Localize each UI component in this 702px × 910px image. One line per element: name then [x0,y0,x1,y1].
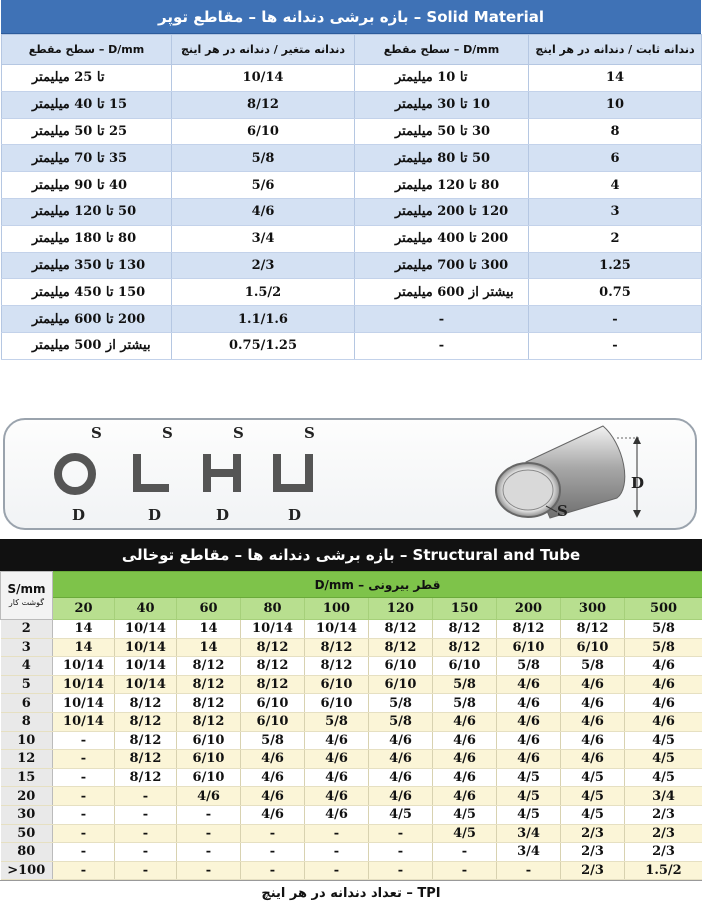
outer-diameter-header: D/mm – قطر بیرونی [53,572,702,598]
tpi-cell: 10/14 [305,620,369,639]
s-label: S [162,424,173,442]
tpi-cell: 6/10 [177,768,241,787]
tpi-cell: 10/14 [53,694,115,713]
tpi-cell: 4/6 [561,694,625,713]
h-beam-profile-icon [203,424,244,524]
fixed-tpi: 10 [529,91,702,118]
tpi-cell: 8/12 [115,712,177,731]
tpi-cell: 8/12 [241,638,305,657]
tpi-cell: - [53,861,115,880]
tpi-cell: - [115,824,177,843]
wall-thickness-cell: 6 [1,694,53,713]
tpi-cell: - [53,843,115,862]
tube-table-row [1,861,702,880]
fixed-tpi: 8 [529,118,702,145]
tpi-cell: 5/8 [305,712,369,731]
diameter-header-row [1,598,702,620]
tpi-cell: 4/6 [369,731,433,750]
tpi-cell: 5/8 [433,694,497,713]
tpi-cell: 8/12 [177,657,241,676]
tpi-cell: - [177,861,241,880]
tpi-cell: - [177,805,241,824]
tpi-cell: 1.5/2 [625,861,702,880]
solid-table-row [2,252,702,279]
tpi-cell: 5/8 [369,694,433,713]
tpi-cell: 4/6 [369,768,433,787]
tpi-cell: 10/14 [241,620,305,639]
solid-table-row [2,145,702,172]
angle-profile-icon [133,424,173,524]
d-label: D [148,506,162,524]
variable-tpi: 1.1/1.6 [172,306,355,333]
tpi-cell: - [305,843,369,862]
header-section-d-fixed: سطح مقطع – D/mm [355,35,529,65]
wall-thickness-cell: 3 [1,638,53,657]
variable-tpi: 6/10 [172,118,355,145]
tpi-cell: 6/10 [433,657,497,676]
d-label: D [288,506,302,524]
tpi-cell: 4/6 [625,675,702,694]
tpi-cell: 2/3 [625,843,702,862]
diameter-header: 300 [561,598,625,620]
fixed-section-range: 50 تا 80 میلیمتر [355,145,529,172]
tpi-cell: 14 [177,638,241,657]
s-label: S [91,424,102,442]
tpi-cell: 4/6 [241,805,305,824]
tpi-cell: 4/6 [305,768,369,787]
tpi-cell: 8/12 [115,731,177,750]
tpi-cell: 10/14 [53,675,115,694]
tpi-cell: 14 [177,620,241,639]
tpi-cell: 4/5 [561,787,625,806]
tpi-cell: 6/10 [561,638,625,657]
fixed-section-range: 120 تا 200 میلیمتر [355,198,529,225]
tpi-cell: 6/10 [497,638,561,657]
tpi-cell: 6/10 [305,694,369,713]
tpi-cell: - [305,861,369,880]
wall-thickness-cell: 15 [1,768,53,787]
wall-thickness-sublabel: گوشت کار [8,597,45,607]
tpi-cell: 5/8 [625,620,702,639]
structural-tube-section [0,539,702,906]
solid-table-row [2,225,702,252]
tpi-cell: 6/10 [305,675,369,694]
tpi-cell: - [53,750,115,769]
wall-thickness-cell: >100 [1,861,53,880]
wall-thickness-label: S/mm [7,581,46,596]
tpi-cell: - [369,861,433,880]
tube-table-row [1,750,702,769]
wall-thickness-cell: 4 [1,657,53,676]
tpi-cell: 10/14 [53,712,115,731]
tpi-cell: 4/6 [497,694,561,713]
tpi-cell: 4/5 [561,805,625,824]
tpi-cell: 4/5 [625,768,702,787]
tpi-cell: 4/5 [625,750,702,769]
tpi-cell: 14 [53,620,115,639]
tpi-cell: 4/6 [497,731,561,750]
tube-table-row [1,731,702,750]
wall-thickness-cell: 20 [1,787,53,806]
diameter-header: 100 [305,598,369,620]
structural-tube-table [0,571,702,880]
d-label: D [216,506,230,524]
diameter-header: 150 [433,598,497,620]
tpi-cell: - [177,843,241,862]
tpi-cell: 8/12 [241,675,305,694]
tpi-cell: 6/10 [369,675,433,694]
tpi-cell: 4/6 [561,675,625,694]
tpi-cell: 3/4 [497,843,561,862]
solid-table-row [2,306,702,333]
tube-table-row [1,657,702,676]
tpi-cell: 4/6 [305,787,369,806]
tpi-cell: 5/8 [561,657,625,676]
tpi-cell: 5/8 [433,675,497,694]
tpi-cell: 10/14 [115,638,177,657]
diameter-header: 500 [625,598,702,620]
tpi-cell: 6/10 [369,657,433,676]
tpi-cell: 4/6 [561,712,625,731]
variable-section-range: بیشتر از 500 میلیمتر [2,332,172,359]
header-fixed-tpi: دندانه ثابت / دندانه در هر اینچ [529,35,702,65]
tpi-cell: 2/3 [625,824,702,843]
tpi-cell: 6/10 [241,694,305,713]
round-tube-profile-icon [58,424,102,524]
tpi-cell: 8/12 [305,657,369,676]
d-label: D [72,506,86,524]
variable-tpi: 5/8 [172,145,355,172]
tpi-cell: 5/8 [241,731,305,750]
s-label: S [233,424,244,442]
wall-thickness-cell: 5 [1,675,53,694]
tpi-footer: تعداد دندانه در هر اینچ – TPI [0,880,702,906]
tube-table-row [1,694,702,713]
tpi-cell: 4/6 [305,750,369,769]
tpi-cell: 4/5 [433,824,497,843]
tpi-cell: 6/10 [177,731,241,750]
tpi-cell: - [115,843,177,862]
variable-tpi: 1.5/2 [172,279,355,306]
tpi-cell: 4/6 [497,675,561,694]
tpi-cell: 3/4 [497,824,561,843]
variable-tpi: 0.75/1.25 [172,332,355,359]
tpi-cell: - [433,861,497,880]
tube-table-row [1,805,702,824]
tpi-cell: 4/5 [625,731,702,750]
profiles-illustration [5,420,695,528]
fixed-section-range: بیشتر از 600 میلیمتر [355,279,529,306]
channel-profile-icon [273,424,315,524]
tpi-cell: - [369,824,433,843]
tpi-cell: - [115,787,177,806]
fixed-section-range: 80 تا 120 میلیمتر [355,172,529,199]
solid-table-row [2,118,702,145]
tpi-cell: 4/5 [369,805,433,824]
solid-table-row [2,91,702,118]
solid-header-row [2,35,702,65]
tpi-cell: - [369,843,433,862]
tpi-cell: 10/14 [115,620,177,639]
tpi-cell: 6/10 [177,750,241,769]
fixed-tpi: 6 [529,145,702,172]
variable-tpi: 3/4 [172,225,355,252]
fixed-section-range: - [355,306,529,333]
tpi-cell: 4/6 [241,768,305,787]
fixed-tpi: 0.75 [529,279,702,306]
diameter-header: 80 [241,598,305,620]
fixed-section-range: 200 تا 400 میلیمتر [355,225,529,252]
wall-thickness-cell: 12 [1,750,53,769]
fixed-tpi: 3 [529,198,702,225]
tpi-cell: 3/4 [625,787,702,806]
tpi-cell: 4/6 [369,787,433,806]
tpi-cell: 8/12 [369,620,433,639]
variable-section-range: 130 تا 350 میلیمتر [2,252,172,279]
tpi-cell: 4/6 [177,787,241,806]
solid-table-row [2,172,702,199]
fixed-section-range: 30 تا 50 میلیمتر [355,118,529,145]
tpi-cell: - [53,805,115,824]
wall-thickness-cell: 50 [1,824,53,843]
variable-section-range: 200 تا 600 میلیمتر [2,306,172,333]
solid-material-section [0,0,702,360]
tpi-cell: 4/5 [497,805,561,824]
tpi-cell: 4/5 [497,787,561,806]
variable-tpi: 10/14 [172,65,355,92]
solid-table-row [2,279,702,306]
tpi-cell: 5/8 [625,638,702,657]
solid-table-row [2,65,702,92]
structural-tube-title: بازه برشی دندانه ها – مقاطع توخالی – Structural and Tube [0,539,702,571]
tpi-cell: 8/12 [561,620,625,639]
variable-section-range: 35 تا 70 میلیمتر [2,145,172,172]
variable-tpi: 5/6 [172,172,355,199]
solid-material-table [1,34,702,360]
tpi-cell: - [241,824,305,843]
tpi-cell: 8/12 [115,750,177,769]
fixed-section-range: - [355,332,529,359]
tube-table-row [1,712,702,731]
fixed-tpi: 4 [529,172,702,199]
variable-tpi: 2/3 [172,252,355,279]
tpi-cell: 4/6 [433,750,497,769]
tpi-cell: - [241,843,305,862]
tpi-cell: 8/12 [177,712,241,731]
wall-thickness-cell: 8 [1,712,53,731]
tpi-cell: 8/12 [115,768,177,787]
solid-material-title: بازه برشی دندانه ها – مقاطع توپر – Solid Material [1,0,701,34]
tpi-cell: 8/12 [497,620,561,639]
tpi-cell: 8/12 [369,638,433,657]
tpi-cell: 2/3 [625,805,702,824]
variable-section-range: 150 تا 450 میلیمتر [2,279,172,306]
tube-d-label: D [631,474,645,492]
tpi-cell: - [53,824,115,843]
variable-section-range: 15 تا 40 میلیمتر [2,91,172,118]
solid-table-row [2,198,702,225]
tube-table-row [1,675,702,694]
variable-section-range: تا 25 میلیمتر [2,65,172,92]
tube-table-row [1,843,702,862]
diameter-header: 200 [497,598,561,620]
header-variable-tpi: دندانه متغیر / دندانه در هر اینچ [172,35,355,65]
tpi-cell: 14 [53,638,115,657]
profiles-diagram [3,418,697,530]
variable-tpi: 4/6 [172,198,355,225]
tube-s-label: S [557,502,568,520]
tpi-cell: - [53,787,115,806]
tpi-cell: 10/14 [115,675,177,694]
tube-table-row [1,638,702,657]
tpi-cell: 2/3 [561,843,625,862]
variable-section-range: 40 تا 90 میلیمتر [2,172,172,199]
fixed-tpi: 2 [529,225,702,252]
solid-table-body [2,65,702,360]
tpi-cell: 4/5 [497,768,561,787]
tube-3d-icon [496,426,644,520]
wall-thickness-cell: 30 [1,805,53,824]
diameter-header: 60 [177,598,241,620]
tpi-cell: 4/5 [433,805,497,824]
tube-table-row [1,824,702,843]
tpi-cell: - [497,861,561,880]
tpi-cell: 4/6 [625,657,702,676]
tpi-cell: 4/6 [561,731,625,750]
tpi-cell: 4/6 [241,750,305,769]
variable-section-range: 25 تا 50 میلیمتر [2,118,172,145]
tpi-cell: 4/6 [305,805,369,824]
tube-table-row [1,620,702,639]
tpi-cell: 4/6 [433,731,497,750]
tpi-cell: 4/6 [369,750,433,769]
s-label: S [304,424,315,442]
fixed-tpi: 14 [529,65,702,92]
tpi-cell: 4/6 [497,750,561,769]
solid-table-row [2,332,702,359]
tpi-cell: 8/12 [433,638,497,657]
fixed-tpi: - [529,332,702,359]
tpi-cell: 4/6 [433,768,497,787]
tpi-cell: - [53,768,115,787]
fixed-tpi: 1.25 [529,252,702,279]
tpi-cell: 5/8 [497,657,561,676]
tpi-cell: 10/14 [115,657,177,676]
tpi-cell: 2/3 [561,861,625,880]
tpi-cell: 4/5 [561,768,625,787]
fixed-tpi: - [529,306,702,333]
tpi-cell: 4/6 [241,787,305,806]
variable-section-range: 50 تا 120 میلیمتر [2,198,172,225]
tpi-cell: 8/12 [305,638,369,657]
tpi-cell: - [115,805,177,824]
tube-table-row [1,768,702,787]
tpi-cell: 10/14 [53,657,115,676]
structural-tube-body [1,620,702,880]
tpi-cell: 6/10 [241,712,305,731]
tpi-cell: - [305,824,369,843]
tpi-cell: 4/6 [625,694,702,713]
tpi-cell: 4/6 [433,787,497,806]
tpi-cell: 2/3 [561,824,625,843]
variable-tpi: 8/12 [172,91,355,118]
wall-thickness-cell: 10 [1,731,53,750]
tpi-cell: 8/12 [241,657,305,676]
tpi-cell: - [241,861,305,880]
tpi-cell: - [177,824,241,843]
tube-table-row [1,787,702,806]
tpi-cell: 4/6 [625,712,702,731]
tpi-cell: 8/12 [115,694,177,713]
wall-thickness-cell: 80 [1,843,53,862]
fixed-section-range: 10 تا 30 میلیمتر [355,91,529,118]
tpi-cell: 4/6 [497,712,561,731]
tpi-cell: 5/8 [369,712,433,731]
tpi-cell: 4/6 [561,750,625,769]
tpi-cell: 4/6 [305,731,369,750]
wall-thickness-cell: 2 [1,620,53,639]
tpi-cell: - [53,731,115,750]
wall-thickness-header [1,572,53,620]
tpi-cell: - [433,843,497,862]
diameter-header: 20 [53,598,115,620]
tpi-cell: - [115,861,177,880]
diameter-header: 120 [369,598,433,620]
header-section-d-variable: سطح مقطع – D/mm [2,35,172,65]
diameter-header: 40 [115,598,177,620]
fixed-section-range: 300 تا 700 میلیمتر [355,252,529,279]
tpi-cell: 8/12 [433,620,497,639]
tpi-cell: 8/12 [177,675,241,694]
tpi-cell: 4/6 [433,712,497,731]
fixed-section-range: تا 10 میلیمتر [355,65,529,92]
tpi-cell: 8/12 [177,694,241,713]
variable-section-range: 80 تا 180 میلیمتر [2,225,172,252]
